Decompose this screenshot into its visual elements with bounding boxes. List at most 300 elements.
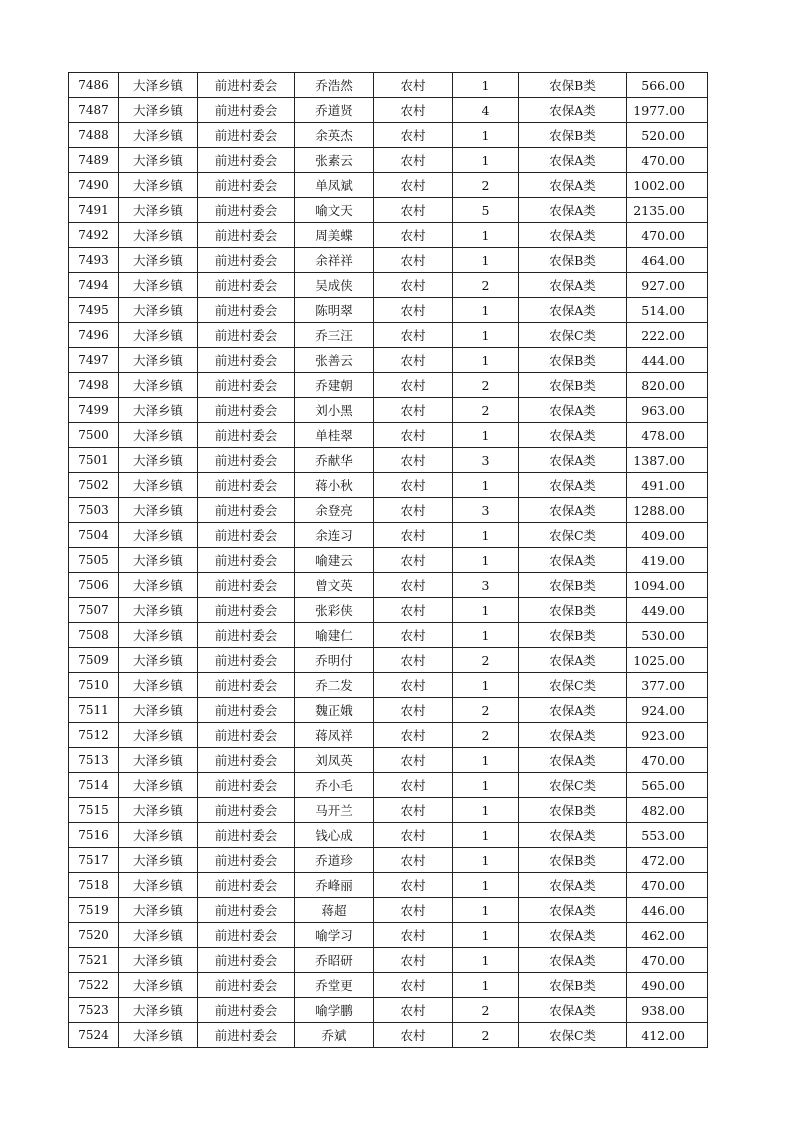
household-type-cell: 农村 [374,998,453,1023]
row-number-cell: 7495 [69,298,119,323]
household-type-cell: 农村 [374,748,453,773]
row-number-cell: 7502 [69,473,119,498]
town-cell: 大泽乡镇 [119,923,198,948]
town-cell: 大泽乡镇 [119,973,198,998]
household-type-cell: 农村 [374,498,453,523]
member-count-cell: 2 [453,698,519,723]
amount-cell: 470.00 [627,223,708,248]
person-name-cell: 吴成侠 [295,273,374,298]
town-cell: 大泽乡镇 [119,223,198,248]
table-row [69,798,708,823]
insurance-category-cell: 农保A类 [519,398,627,423]
village-committee-cell: 前进村委会 [198,573,295,598]
insurance-category-cell: 农保A类 [519,923,627,948]
insurance-category-cell: 农保B类 [519,573,627,598]
insurance-category-cell: 农保A类 [519,173,627,198]
town-cell: 大泽乡镇 [119,498,198,523]
town-cell: 大泽乡镇 [119,948,198,973]
member-count-cell: 1 [453,223,519,248]
town-cell: 大泽乡镇 [119,748,198,773]
town-cell: 大泽乡镇 [119,148,198,173]
insurance-category-cell: 农保A类 [519,273,627,298]
table-row [69,273,708,298]
household-type-cell: 农村 [374,348,453,373]
row-number-cell: 7488 [69,123,119,148]
village-committee-cell: 前进村委会 [198,723,295,748]
row-number-cell: 7501 [69,448,119,473]
amount-cell: 470.00 [627,948,708,973]
row-number-cell: 7524 [69,1023,119,1048]
person-name-cell: 蒋小秋 [295,473,374,498]
insurance-category-cell: 农保A类 [519,998,627,1023]
insurance-category-cell: 农保A类 [519,498,627,523]
person-name-cell: 喻文天 [295,198,374,223]
amount-cell: 1025.00 [627,648,708,673]
row-number-cell: 7517 [69,848,119,873]
person-name-cell: 钱心成 [295,823,374,848]
town-cell: 大泽乡镇 [119,573,198,598]
town-cell: 大泽乡镇 [119,123,198,148]
table-row [69,373,708,398]
insurance-category-cell: 农保C类 [519,323,627,348]
member-count-cell: 3 [453,498,519,523]
table-row [69,723,708,748]
household-type-cell: 农村 [374,423,453,448]
member-count-cell: 1 [453,873,519,898]
table-row [69,748,708,773]
town-cell: 大泽乡镇 [119,173,198,198]
household-type-cell: 农村 [374,898,453,923]
person-name-cell: 刘小黑 [295,398,374,423]
village-committee-cell: 前进村委会 [198,248,295,273]
insurance-category-cell: 农保A类 [519,948,627,973]
insurance-category-cell: 农保B类 [519,373,627,398]
member-count-cell: 3 [453,448,519,473]
household-type-cell: 农村 [374,823,453,848]
person-name-cell: 余英杰 [295,123,374,148]
amount-cell: 478.00 [627,423,708,448]
table-row [69,73,708,98]
row-number-cell: 7499 [69,398,119,423]
village-committee-cell: 前进村委会 [198,548,295,573]
row-number-cell: 7511 [69,698,119,723]
household-type-cell: 农村 [374,598,453,623]
village-committee-cell: 前进村委会 [198,448,295,473]
household-type-cell: 农村 [374,273,453,298]
amount-cell: 1387.00 [627,448,708,473]
village-committee-cell: 前进村委会 [198,348,295,373]
person-name-cell: 喻建云 [295,548,374,573]
household-type-cell: 农村 [374,773,453,798]
row-number-cell: 7523 [69,998,119,1023]
town-cell: 大泽乡镇 [119,823,198,848]
town-cell: 大泽乡镇 [119,998,198,1023]
member-count-cell: 2 [453,1023,519,1048]
person-name-cell: 张彩侠 [295,598,374,623]
table-row [69,248,708,273]
amount-cell: 1977.00 [627,98,708,123]
member-count-cell: 1 [453,948,519,973]
household-type-cell: 农村 [374,1023,453,1048]
village-committee-cell: 前进村委会 [198,323,295,348]
household-type-cell: 农村 [374,473,453,498]
village-committee-cell: 前进村委会 [198,623,295,648]
insurance-category-cell: 农保B类 [519,73,627,98]
member-count-cell: 2 [453,373,519,398]
household-type-cell: 农村 [374,123,453,148]
member-count-cell: 2 [453,998,519,1023]
row-number-cell: 7506 [69,573,119,598]
amount-cell: 409.00 [627,523,708,548]
table-row [69,848,708,873]
amount-cell: 446.00 [627,898,708,923]
table-row [69,973,708,998]
household-type-cell: 农村 [374,248,453,273]
village-committee-cell: 前进村委会 [198,698,295,723]
amount-cell: 963.00 [627,398,708,423]
table-row [69,473,708,498]
member-count-cell: 1 [453,823,519,848]
person-name-cell: 乔二发 [295,673,374,698]
village-committee-cell: 前进村委会 [198,473,295,498]
amount-cell: 412.00 [627,1023,708,1048]
amount-cell: 377.00 [627,673,708,698]
person-name-cell: 曾文英 [295,573,374,598]
table-row [69,623,708,648]
household-type-cell: 农村 [374,223,453,248]
village-committee-cell: 前进村委会 [198,423,295,448]
person-name-cell: 张善云 [295,348,374,373]
member-count-cell: 5 [453,198,519,223]
member-count-cell: 1 [453,623,519,648]
insurance-category-cell: 农保A类 [519,698,627,723]
table-row [69,898,708,923]
village-committee-cell: 前进村委会 [198,773,295,798]
member-count-cell: 1 [453,323,519,348]
village-committee-cell: 前进村委会 [198,798,295,823]
amount-cell: 444.00 [627,348,708,373]
town-cell: 大泽乡镇 [119,623,198,648]
insurance-category-cell: 农保A类 [519,748,627,773]
household-type-cell: 农村 [374,398,453,423]
member-count-cell: 1 [453,523,519,548]
person-name-cell: 乔斌 [295,1023,374,1048]
person-name-cell: 刘凤英 [295,748,374,773]
person-name-cell: 乔三汪 [295,323,374,348]
insurance-category-cell: 农保A类 [519,448,627,473]
person-name-cell: 余登亮 [295,498,374,523]
amount-cell: 530.00 [627,623,708,648]
village-committee-cell: 前进村委会 [198,223,295,248]
row-number-cell: 7508 [69,623,119,648]
person-name-cell: 马开兰 [295,798,374,823]
household-type-cell: 农村 [374,623,453,648]
person-name-cell: 乔明付 [295,648,374,673]
amount-cell: 927.00 [627,273,708,298]
table-row [69,173,708,198]
insurance-category-cell: 农保C类 [519,773,627,798]
row-number-cell: 7510 [69,673,119,698]
insurance-category-cell: 农保B类 [519,248,627,273]
household-type-cell: 农村 [374,798,453,823]
town-cell: 大泽乡镇 [119,698,198,723]
member-count-cell: 1 [453,548,519,573]
amount-cell: 470.00 [627,148,708,173]
member-count-cell: 1 [453,73,519,98]
member-count-cell: 1 [453,973,519,998]
member-count-cell: 1 [453,773,519,798]
town-cell: 大泽乡镇 [119,423,198,448]
amount-cell: 472.00 [627,848,708,873]
row-number-cell: 7518 [69,873,119,898]
village-committee-cell: 前进村委会 [198,523,295,548]
village-committee-cell: 前进村委会 [198,648,295,673]
household-type-cell: 农村 [374,548,453,573]
village-committee-cell: 前进村委会 [198,198,295,223]
row-number-cell: 7494 [69,273,119,298]
village-committee-cell: 前进村委会 [198,673,295,698]
table-row [69,998,708,1023]
table-body [69,73,708,1048]
village-committee-cell: 前进村委会 [198,498,295,523]
member-count-cell: 1 [453,298,519,323]
member-count-cell: 1 [453,898,519,923]
table-row [69,348,708,373]
amount-cell: 491.00 [627,473,708,498]
town-cell: 大泽乡镇 [119,598,198,623]
row-number-cell: 7520 [69,923,119,948]
person-name-cell: 单凤斌 [295,173,374,198]
table-row [69,398,708,423]
insurance-category-cell: 农保A类 [519,898,627,923]
village-committee-cell: 前进村委会 [198,598,295,623]
member-count-cell: 2 [453,173,519,198]
member-count-cell: 2 [453,273,519,298]
member-count-cell: 1 [453,423,519,448]
member-count-cell: 1 [453,598,519,623]
household-type-cell: 农村 [374,448,453,473]
person-name-cell: 乔献华 [295,448,374,473]
table-row [69,448,708,473]
insurance-category-cell: 农保C类 [519,673,627,698]
household-type-cell: 农村 [374,848,453,873]
insurance-category-cell: 农保A类 [519,823,627,848]
amount-cell: 1288.00 [627,498,708,523]
table-row [69,598,708,623]
amount-cell: 464.00 [627,248,708,273]
town-cell: 大泽乡镇 [119,873,198,898]
member-count-cell: 1 [453,748,519,773]
row-number-cell: 7505 [69,548,119,573]
village-committee-cell: 前进村委会 [198,948,295,973]
village-committee-cell: 前进村委会 [198,373,295,398]
household-type-cell: 农村 [374,923,453,948]
town-cell: 大泽乡镇 [119,848,198,873]
town-cell: 大泽乡镇 [119,373,198,398]
village-committee-cell: 前进村委会 [198,173,295,198]
person-name-cell: 余祥祥 [295,248,374,273]
table-row [69,548,708,573]
insurance-category-cell: 农保B类 [519,623,627,648]
amount-cell: 923.00 [627,723,708,748]
person-name-cell: 喻学习 [295,923,374,948]
amount-cell: 938.00 [627,998,708,1023]
member-count-cell: 1 [453,148,519,173]
amount-cell: 520.00 [627,123,708,148]
table-row [69,148,708,173]
person-name-cell: 乔浩然 [295,73,374,98]
person-name-cell: 张素云 [295,148,374,173]
row-number-cell: 7497 [69,348,119,373]
row-number-cell: 7509 [69,648,119,673]
amount-cell: 565.00 [627,773,708,798]
row-number-cell: 7521 [69,948,119,973]
insurance-category-cell: 农保A类 [519,473,627,498]
row-number-cell: 7519 [69,898,119,923]
table-row [69,648,708,673]
town-cell: 大泽乡镇 [119,348,198,373]
insurance-category-cell: 农保A类 [519,148,627,173]
town-cell: 大泽乡镇 [119,198,198,223]
member-count-cell: 1 [453,473,519,498]
town-cell: 大泽乡镇 [119,248,198,273]
subsidy-table [68,72,708,1048]
town-cell: 大泽乡镇 [119,98,198,123]
village-committee-cell: 前进村委会 [198,998,295,1023]
amount-cell: 222.00 [627,323,708,348]
table-row [69,873,708,898]
village-committee-cell: 前进村委会 [198,398,295,423]
town-cell: 大泽乡镇 [119,673,198,698]
person-name-cell: 乔昭研 [295,948,374,973]
insurance-category-cell: 农保B类 [519,598,627,623]
insurance-category-cell: 农保A类 [519,98,627,123]
village-committee-cell: 前进村委会 [198,123,295,148]
row-number-cell: 7504 [69,523,119,548]
town-cell: 大泽乡镇 [119,298,198,323]
village-committee-cell: 前进村委会 [198,848,295,873]
row-number-cell: 7503 [69,498,119,523]
insurance-category-cell: 农保C类 [519,1023,627,1048]
village-committee-cell: 前进村委会 [198,923,295,948]
member-count-cell: 1 [453,123,519,148]
household-type-cell: 农村 [374,873,453,898]
table-row [69,773,708,798]
village-committee-cell: 前进村委会 [198,873,295,898]
person-name-cell: 喻学鹏 [295,998,374,1023]
table-row [69,423,708,448]
town-cell: 大泽乡镇 [119,73,198,98]
member-count-cell: 2 [453,648,519,673]
household-type-cell: 农村 [374,323,453,348]
household-type-cell: 农村 [374,73,453,98]
town-cell: 大泽乡镇 [119,473,198,498]
household-type-cell: 农村 [374,148,453,173]
village-committee-cell: 前进村委会 [198,973,295,998]
person-name-cell: 乔堂更 [295,973,374,998]
town-cell: 大泽乡镇 [119,773,198,798]
insurance-category-cell: 农保A类 [519,873,627,898]
insurance-category-cell: 农保A类 [519,198,627,223]
town-cell: 大泽乡镇 [119,898,198,923]
amount-cell: 490.00 [627,973,708,998]
amount-cell: 514.00 [627,298,708,323]
member-count-cell: 1 [453,348,519,373]
person-name-cell: 周美蝶 [295,223,374,248]
village-committee-cell: 前进村委会 [198,823,295,848]
row-number-cell: 7512 [69,723,119,748]
table-row [69,323,708,348]
household-type-cell: 农村 [374,948,453,973]
row-number-cell: 7487 [69,98,119,123]
household-type-cell: 农村 [374,573,453,598]
household-type-cell: 农村 [374,373,453,398]
member-count-cell: 1 [453,673,519,698]
town-cell: 大泽乡镇 [119,273,198,298]
person-name-cell: 乔道贤 [295,98,374,123]
insurance-category-cell: 农保A类 [519,423,627,448]
household-type-cell: 农村 [374,973,453,998]
town-cell: 大泽乡镇 [119,1023,198,1048]
member-count-cell: 1 [453,248,519,273]
person-name-cell: 单桂翠 [295,423,374,448]
town-cell: 大泽乡镇 [119,798,198,823]
person-name-cell: 余连习 [295,523,374,548]
amount-cell: 462.00 [627,923,708,948]
amount-cell: 553.00 [627,823,708,848]
household-type-cell: 农村 [374,698,453,723]
person-name-cell: 乔建朝 [295,373,374,398]
insurance-category-cell: 农保A类 [519,223,627,248]
household-type-cell: 农村 [374,673,453,698]
table-row [69,573,708,598]
row-number-cell: 7513 [69,748,119,773]
table-row [69,1023,708,1048]
member-count-cell: 1 [453,798,519,823]
amount-cell: 470.00 [627,748,708,773]
amount-cell: 419.00 [627,548,708,573]
table-row [69,98,708,123]
amount-cell: 1002.00 [627,173,708,198]
village-committee-cell: 前进村委会 [198,273,295,298]
row-number-cell: 7500 [69,423,119,448]
insurance-category-cell: 农保B类 [519,848,627,873]
village-committee-cell: 前进村委会 [198,98,295,123]
amount-cell: 566.00 [627,73,708,98]
table-row [69,198,708,223]
town-cell: 大泽乡镇 [119,548,198,573]
row-number-cell: 7491 [69,198,119,223]
household-type-cell: 农村 [374,723,453,748]
row-number-cell: 7496 [69,323,119,348]
village-committee-cell: 前进村委会 [198,298,295,323]
amount-cell: 924.00 [627,698,708,723]
member-count-cell: 3 [453,573,519,598]
table-row [69,523,708,548]
insurance-category-cell: 农保B类 [519,798,627,823]
table-row [69,223,708,248]
village-committee-cell: 前进村委会 [198,898,295,923]
row-number-cell: 7515 [69,798,119,823]
insurance-category-cell: 农保A类 [519,298,627,323]
row-number-cell: 7522 [69,973,119,998]
town-cell: 大泽乡镇 [119,648,198,673]
table-row [69,123,708,148]
row-number-cell: 7489 [69,148,119,173]
town-cell: 大泽乡镇 [119,323,198,348]
person-name-cell: 乔道珍 [295,848,374,873]
table-row [69,673,708,698]
